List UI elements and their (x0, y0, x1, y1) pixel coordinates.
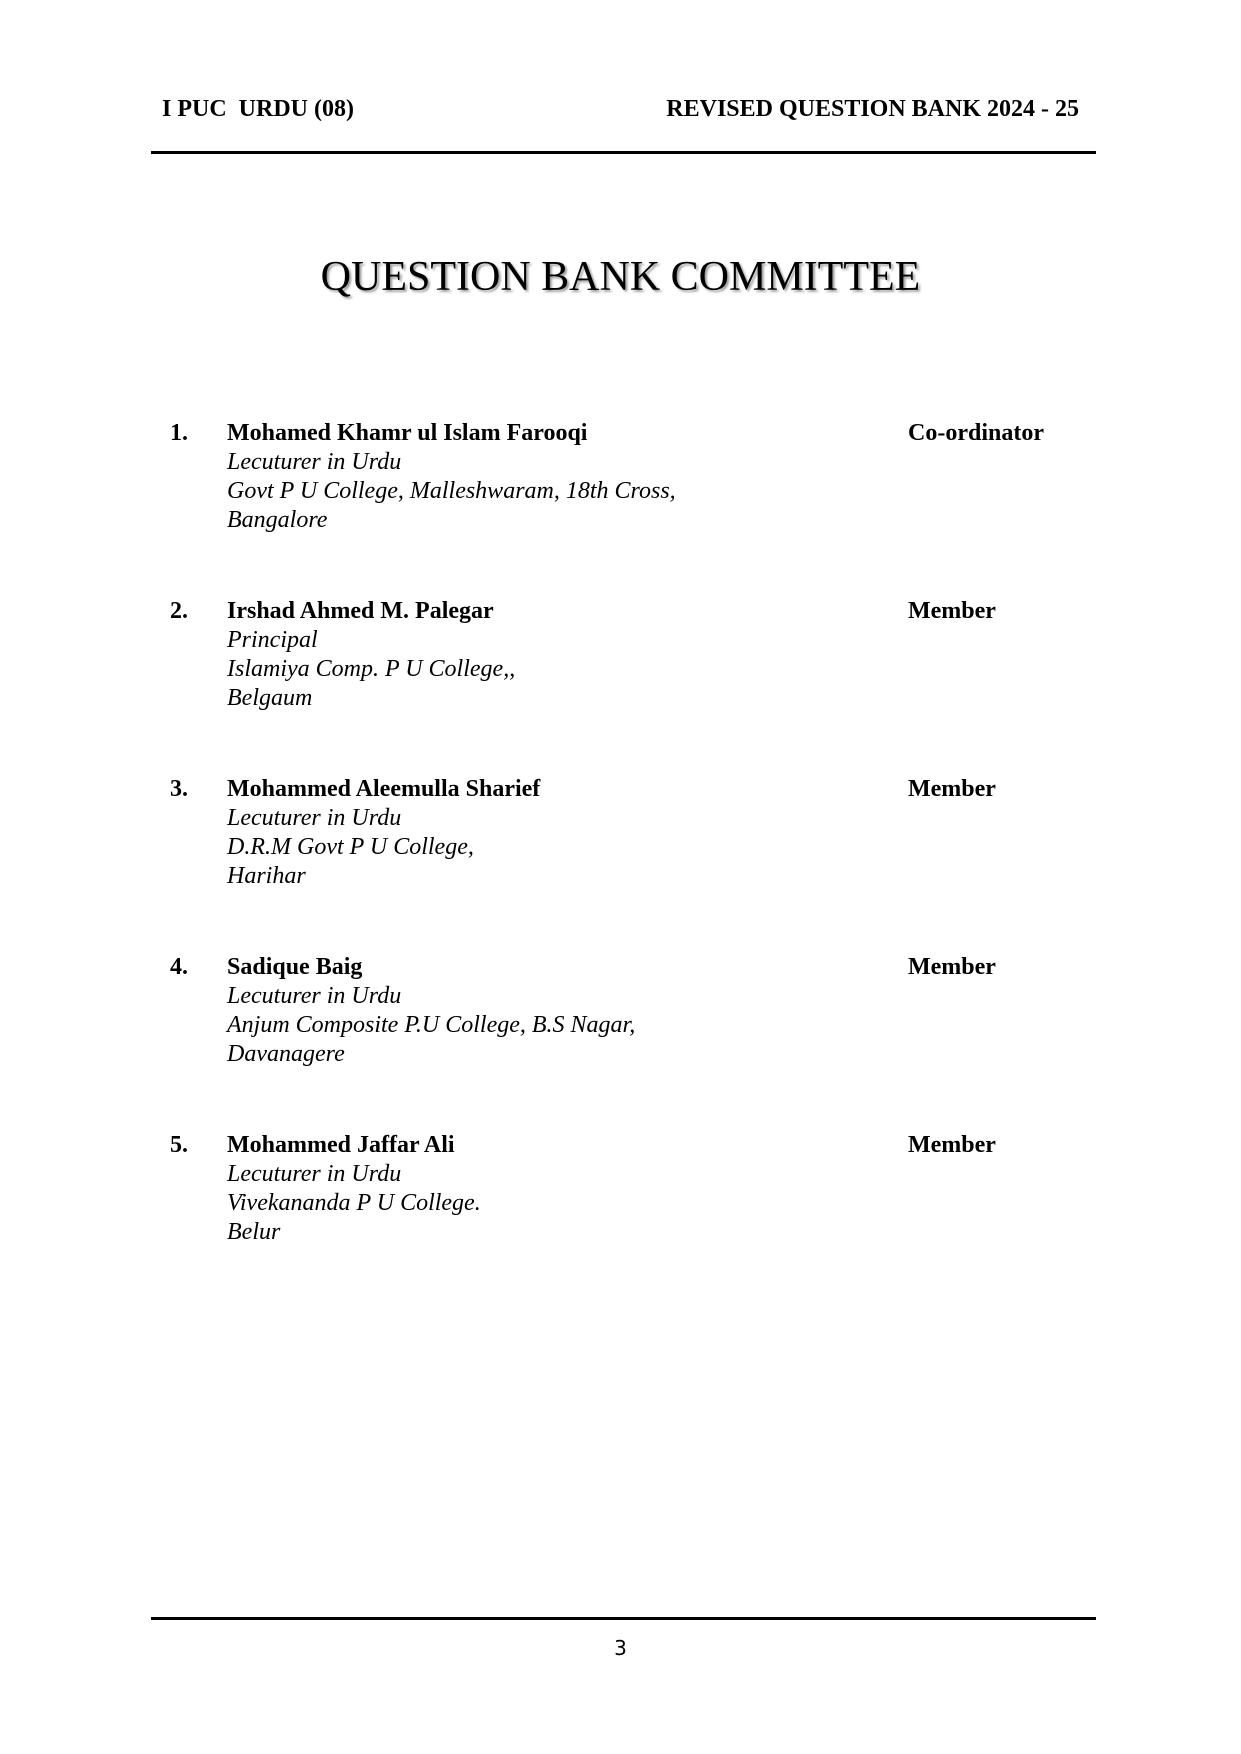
member-city: Bangalore (227, 507, 328, 533)
header-divider (151, 151, 1096, 154)
member-role: Co-ordinator (908, 420, 1044, 446)
member-role: Member (908, 776, 996, 802)
committee-member (170, 776, 1070, 954)
page-number: 3 (614, 1636, 627, 1660)
member-number: 5. (170, 1132, 188, 1158)
committee-member (170, 1132, 1070, 1310)
member-number: 2. (170, 598, 188, 624)
member-number: 3. (170, 776, 188, 802)
committee-list (170, 420, 1070, 1310)
member-institution: D.R.M Govt P U College, (227, 834, 474, 860)
member-institution: Vivekananda P U College. (227, 1190, 481, 1216)
member-name: Irshad Ahmed M. Palegar (227, 598, 494, 624)
committee-member (170, 420, 1070, 598)
member-name: Mohamed Khamr ul Islam Farooqi (227, 420, 588, 446)
member-role: Member (908, 598, 996, 624)
member-number: 4. (170, 954, 188, 980)
member-designation: Lecuturer in Urdu (227, 983, 402, 1009)
member-designation: Lecuturer in Urdu (227, 1161, 402, 1187)
member-name: Mohammed Aleemulla Sharief (227, 776, 541, 802)
committee-member (170, 954, 1070, 1132)
member-institution: Anjum Composite P.U College, B.S Nagar, (227, 1012, 636, 1038)
member-institution: Islamiya Comp. P U College,, (227, 656, 516, 682)
member-name: Sadique Baig (227, 954, 363, 980)
member-city: Harihar (227, 863, 306, 889)
member-designation: Lecuturer in Urdu (227, 805, 402, 831)
member-city: Belgaum (227, 685, 313, 711)
member-number: 1. (170, 420, 188, 446)
header-document-title: REVISED QUESTION BANK 2024 - 25 (666, 96, 1079, 122)
member-institution: Govt P U College, Malleshwaram, 18th Cross, (227, 478, 676, 504)
footer-divider (151, 1617, 1096, 1620)
member-role: Member (908, 954, 996, 980)
member-city: Belur (227, 1219, 281, 1245)
member-name: Mohammed Jaffar Ali (227, 1132, 455, 1158)
page-header (152, 96, 1089, 136)
page-title: QUESTION BANK COMMITTEE (320, 254, 921, 300)
header-course: I PUC URDU (08) (162, 96, 354, 122)
member-designation: Lecuturer in Urdu (227, 449, 402, 475)
member-role: Member (908, 1132, 996, 1158)
member-city: Davanagere (227, 1041, 345, 1067)
committee-member (170, 598, 1070, 776)
member-designation: Principal (227, 627, 318, 653)
